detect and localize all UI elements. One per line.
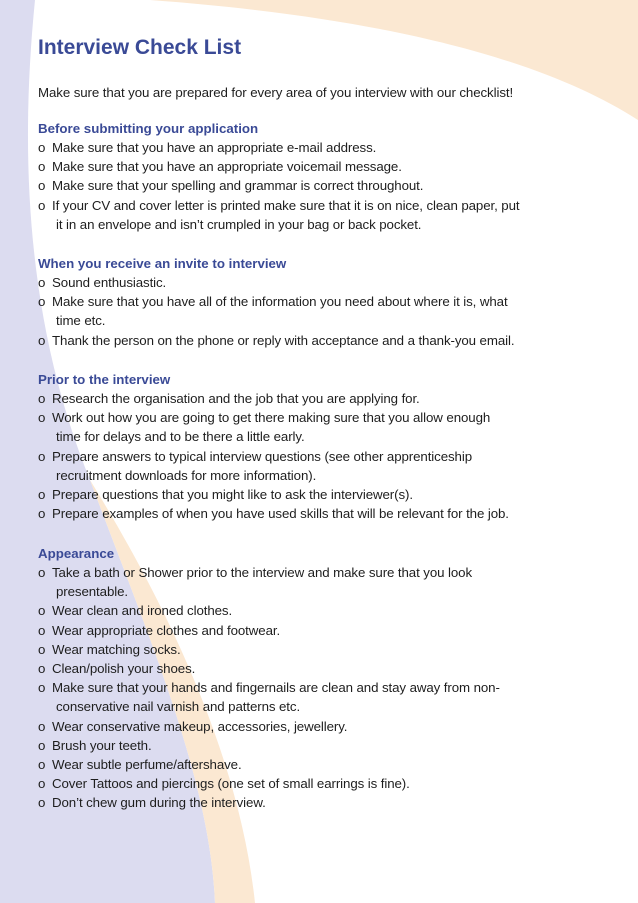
bullet-icon: o [38,275,46,290]
checklist-item-text: it in an envelope and isn’t crumpled in your bag or back pocket. [56,216,422,232]
checklist-item-text: Prepare examples of when you have used skills that will be relevant for the job. [52,506,509,522]
checklist-item [38,292,608,330]
checklist-item-text: time for delays and to be there a little early. [56,429,305,445]
checklist-item-text: Work out how you are going to get there making sure that you allow enough [52,410,491,426]
bullet-icon: o [38,718,46,734]
checklist-item-text: Make sure that you have an appropriate voicemail message. [52,159,402,175]
checklist-item-text: Wear subtle perfume/aftershave. [52,757,242,773]
checklist-item [38,408,608,446]
checklist-item [38,485,608,504]
bullet-icon: o [38,661,46,677]
checklist-item-text: recruitment downloads for more information). [56,467,317,483]
bullet-icon: o [38,776,46,792]
bullet-icon: o [38,737,46,753]
checklist-item [38,331,608,350]
checklist-item-text: Brush your teeth. [52,737,152,753]
bullet-icon: o [38,178,46,194]
checklist-item [38,736,608,755]
checklist-item-text: Take a bath or Shower prior to the interview and make sure that you look [52,565,473,580]
bullet-icon: o [38,565,46,580]
checklist-item-text: time etc. [56,313,106,329]
bullet-icon: o [38,622,46,638]
checklist-item-text: Don’t chew gum during the interview. [52,795,266,811]
checklist-item-text: Prepare answers to typical interview questions (see other apprenticeship [52,448,473,464]
bullet-icon: o [38,757,46,773]
checklist-item-text: Sound enthusiastic. [52,275,167,290]
checklist [38,138,608,234]
checklist-item [38,447,608,485]
checklist-item [38,621,608,640]
checklist-item-text: Wear conservative makeup, accessories, jewellery. [52,718,348,734]
checklist-item-text: If your CV and cover letter is printed make sure that it is on nice, clean paper, put [52,197,520,213]
checklist [38,563,608,813]
checklist-item [38,176,608,195]
checklist-item-text: Make sure that you have all of the information you need about where it is, what [52,294,508,310]
checklist-item [38,659,608,678]
checklist-item [38,640,608,659]
section-before-application [38,119,608,234]
checklist-item [38,273,608,292]
checklist [38,273,608,350]
bullet-icon: o [38,448,46,464]
bullet-icon: o [38,294,46,310]
checklist-item [38,563,608,601]
section-invite [38,254,608,350]
bullet-icon: o [38,159,46,175]
bullet-icon: o [38,410,46,426]
section-title: When you receive an invite to interview [38,256,287,271]
bullet-icon: o [38,391,46,406]
bullet-icon: o [38,487,46,503]
bullet-icon: o [38,332,46,348]
checklist-item-text: Prepare questions that you might like to ask the interviewer(s). [52,487,413,503]
bullet-icon: o [38,197,46,213]
checklist-item-text: Wear matching socks. [52,641,181,657]
checklist-item-text: Thank the person on the phone or reply with acceptance and a thank-you email. [52,332,515,348]
checklist-item-text: Make sure that you have an appropriate e-mail address. [52,140,377,155]
checklist-item [38,389,608,408]
page-title: Interview Check List [38,36,242,59]
bullet-icon: o [38,680,46,696]
peach-swoosh-top [150,0,638,120]
bullet-icon: o [38,506,46,522]
checklist-item-text: conservative nail varnish and patterns etc. [56,699,301,715]
section-appearance [38,544,608,813]
bullet-icon: o [38,603,46,619]
checklist-item-text: Research the organisation and the job that you are applying for. [52,391,420,406]
checklist-item [38,793,608,812]
checklist-item-text: Cover Tattoos and piercings (one set of small earrings is fine). [52,776,410,792]
checklist-item [38,717,608,736]
checklist-item-text: Wear clean and ironed clothes. [52,603,233,619]
checklist-item-text: Clean/polish your shoes. [52,661,196,677]
bullet-icon: o [38,140,46,155]
checklist-item-text: Make sure that your hands and fingernails are clean and stay away from non- [52,680,500,696]
checklist-item [38,196,608,234]
checklist [38,389,608,523]
checklist-item-text: Wear appropriate clothes and footwear. [52,622,281,638]
checklist-item-text: Make sure that your spelling and grammar is correct throughout. [52,178,424,194]
section-title: Appearance [38,546,115,561]
checklist-item [38,755,608,774]
checklist-item [38,504,608,523]
checklist-item [38,678,608,716]
section-prior [38,370,608,523]
bullet-icon: o [38,641,46,657]
checklist-item-text: presentable. [56,584,128,600]
checklist-item [38,601,608,620]
checklist-item [38,157,608,176]
section-title: Before submitting your application [38,121,259,136]
checklist-item [38,774,608,793]
checklist-item [38,138,608,157]
section-title: Prior to the interview [38,372,171,387]
bullet-icon: o [38,795,46,811]
intro-text: Make sure that you are prepared for every area of you interview with our checklist! [38,85,514,100]
